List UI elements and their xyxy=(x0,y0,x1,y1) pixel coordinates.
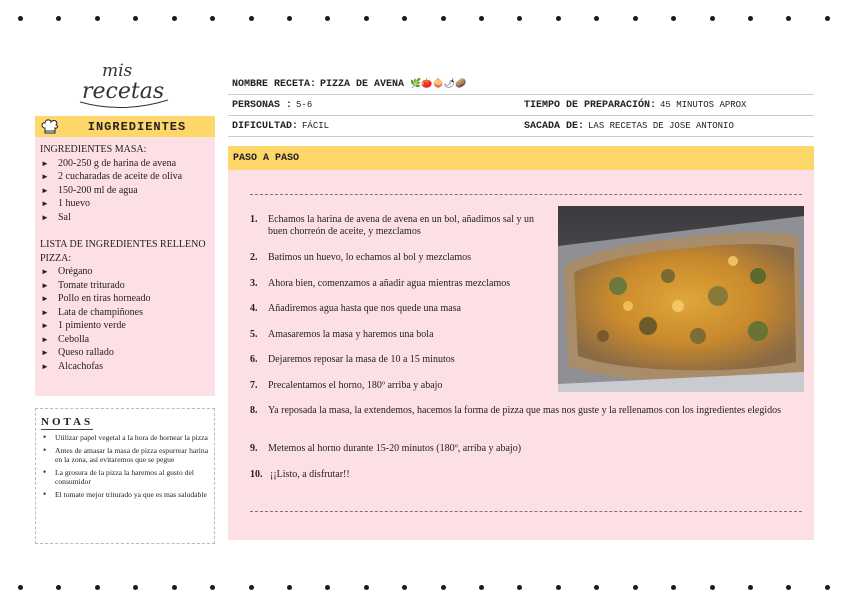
step-item xyxy=(250,303,546,315)
list-item: ► Sal xyxy=(40,211,210,225)
divider xyxy=(250,194,802,195)
list-item: ► 200-250 g de harina de avena xyxy=(40,157,210,171)
step-item xyxy=(250,252,546,264)
list-item: ► Tomate triturado xyxy=(40,279,210,293)
list-item: ► Lata de champiñones xyxy=(40,306,210,320)
step-text: Ahora bien, comenzamos a añadir agua mientras mezclamos xyxy=(268,278,511,289)
step-text: Ya reposada la masa, la extendemos, hacemos la forma de pizza que mas nos guste y la rellenamos con los ingredientes elegidos xyxy=(268,405,781,416)
step-item xyxy=(250,469,802,481)
list-item: ► Pollo en tiras horneado xyxy=(40,292,210,306)
step-number: 5. xyxy=(250,329,258,340)
logo xyxy=(68,52,178,112)
difficulty-label: DIFICULTAD: xyxy=(232,120,299,132)
logo-line2: recetas xyxy=(82,79,165,104)
masa-title: INGREDIENTES MASA: xyxy=(40,144,147,155)
step-item xyxy=(250,405,802,417)
step-text: Añadiremos agua hasta que nos quede una masa xyxy=(268,303,461,314)
difficulty-value: FÁCIL xyxy=(302,121,330,131)
note-item: • Utilizar papel vegetal a la hora de hornear la pizza xyxy=(41,433,209,442)
list-item: ► Orégano xyxy=(40,265,210,279)
time-value: 45 MINUTOS APROX xyxy=(660,100,747,110)
relleno-list xyxy=(40,265,210,373)
persons-time-row xyxy=(228,95,814,116)
steps-box xyxy=(228,170,814,540)
note-item: • El tomate mejor triturado ya que es mas saludable xyxy=(41,490,209,499)
note-item: • Antes de amasar la masa de pizza espurrear harina en la zona, así evitaremos que se pegue xyxy=(41,446,209,464)
step-text: Echamos la harina de avena de avena en un bol, añadimos sal y un buen chorreón de aceite, y mezclamos xyxy=(268,214,535,237)
ingredients-box xyxy=(35,137,215,396)
relleno-title: LISTA DE INGREDIENTES RELLENO PIZZA: xyxy=(40,239,206,264)
list-item: ► Queso rallado xyxy=(40,346,210,360)
recipe-name-value: PIZZA DE AVENA xyxy=(320,78,405,90)
step-text: ¡¡Listo, a disfrutar!! xyxy=(270,469,350,480)
list-item: ► 150-200 ml de agua xyxy=(40,184,210,198)
time-label: TIEMPO DE PREPARACIÓN: xyxy=(524,99,657,111)
chef-hat-icon xyxy=(41,119,59,135)
steps-header: PASO A PASO xyxy=(228,146,814,170)
list-item: ► 1 huevo xyxy=(40,197,210,211)
step-number: 1. xyxy=(250,214,258,225)
source-label: SACADA DE: xyxy=(524,120,585,132)
step-item xyxy=(250,214,546,238)
list-item: ► 1 pimiento verde xyxy=(40,319,210,333)
step-text: Amasaremos la masa y haremos una bola xyxy=(268,329,434,340)
persons-value: 5-6 xyxy=(296,100,313,110)
ingredients-emoji-icon: 🌿🍅🧅🌶🥔 xyxy=(410,79,467,89)
step-item xyxy=(250,380,546,392)
step-number: 9. xyxy=(250,443,258,454)
notes-title: NOTAS xyxy=(41,416,94,428)
step-item xyxy=(250,329,546,341)
logo-line1: mis xyxy=(102,61,133,81)
step-item xyxy=(250,354,546,366)
divider xyxy=(250,511,802,512)
step-number: 2. xyxy=(250,252,258,263)
step-number: 3. xyxy=(250,278,258,289)
bottom-dot-border xyxy=(0,583,848,593)
notes-list xyxy=(41,433,209,499)
step-number: 4. xyxy=(250,303,258,314)
recipe-name-label: NOMBRE RECETA: xyxy=(232,78,317,90)
step-text: Batimos un huevo, lo echamos al bol y mezclamos xyxy=(268,252,472,263)
source-value: LAS RECETAS DE JOSE ANTONIO xyxy=(588,121,734,131)
difficulty-source-row xyxy=(228,116,814,137)
step-number: 8. xyxy=(250,405,258,416)
ingredients-header xyxy=(35,116,215,137)
top-dot-border xyxy=(0,14,848,24)
list-item: ► Cebolla xyxy=(40,333,210,347)
list-item: ► Alcachofas xyxy=(40,360,210,374)
step-item xyxy=(250,278,546,290)
step-text: Metemos al horno durante 15-20 minutos (180º, arriba y abajo) xyxy=(268,443,522,454)
step-item xyxy=(250,443,802,455)
step-number: 7. xyxy=(250,380,258,391)
list-item: ► 2 cucharadas de aceite de oliva xyxy=(40,170,210,184)
step-number: 6. xyxy=(250,354,258,365)
step-number: 10. xyxy=(250,469,263,480)
recipe-name-row xyxy=(228,74,814,95)
persons-label: PERSONAS : xyxy=(232,99,293,111)
notes-box xyxy=(35,408,215,544)
recipe-info xyxy=(228,74,814,137)
step-text: Precalentamos el horno, 180º arriba y abajo xyxy=(268,380,443,391)
masa-list xyxy=(40,157,210,225)
note-item: • La grosura de la pizza la haremos al gusto del consumidor xyxy=(41,468,209,486)
step-text: Dejaremos reposar la masa de 10 a 15 minutos xyxy=(268,354,455,365)
pizza-photo xyxy=(558,206,804,392)
ingredients-title: INGREDIENTES xyxy=(87,119,187,134)
